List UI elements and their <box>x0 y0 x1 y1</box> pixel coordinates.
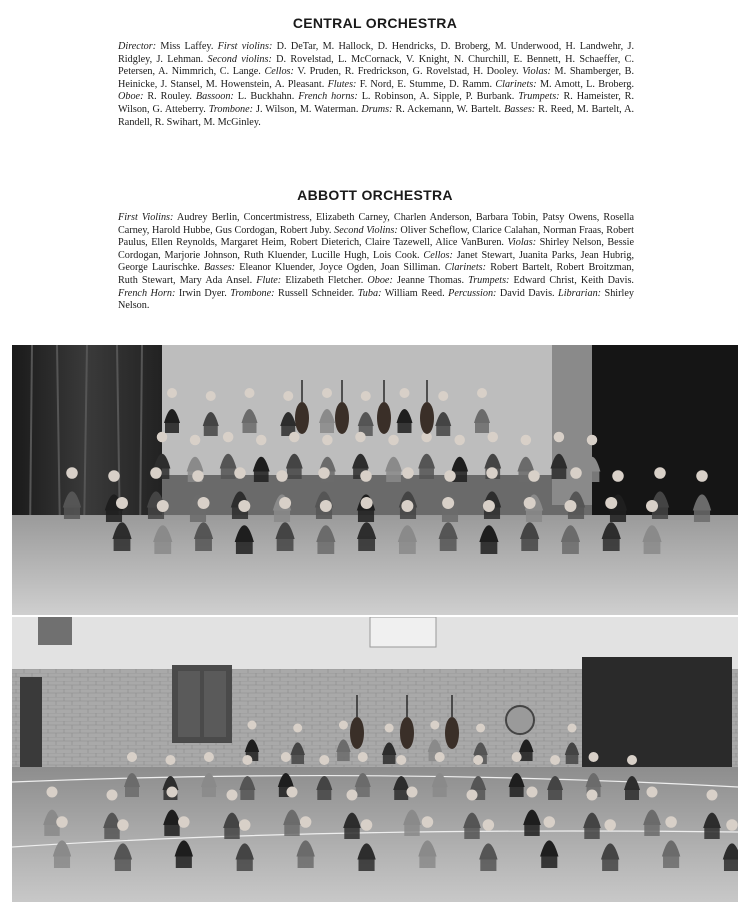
member-names: L. Buckhahn. <box>233 91 299 103</box>
instrument-label: Clarinets: <box>495 78 537 90</box>
member-names: Oliver Scheflow, Clarice Calahan, Norman Fraas, Robert Paulus, Ellen Reynolds, Margaret Heim, Robert Dieterich, Claire Tazewell, Alice VanBuren. <box>118 224 635 249</box>
instrument-label: Trumpets: <box>468 274 510 286</box>
instrument-label: Bassoon: <box>195 91 234 103</box>
member-names: David Davis. <box>496 287 559 299</box>
abbott-orchestra-roster <box>118 212 634 313</box>
central-orchestra-photo <box>12 345 738 615</box>
member-names: William Reed. <box>381 287 449 299</box>
instrument-label: Trumpets: <box>518 91 560 103</box>
instrument-label: Oboe: <box>118 91 144 103</box>
instrument-label: First Violins: <box>118 212 174 223</box>
member-names: Robert Bartelt, Robert Broitzman, Ruth Stewart, Mary Ada Ansel. <box>118 262 634 286</box>
instrument-label: First violins: <box>217 41 273 52</box>
member-names: D. DeTar, M. Hallock, D. Hendricks, D. Broberg, M. Underwood, H. Landwehr, J. Ridgley, J. Lehman. <box>118 41 634 65</box>
member-names: F. Nord, E. Stumme, D. Ramm. <box>356 78 496 90</box>
instrument-label: Trombone: <box>230 287 275 299</box>
member-names: R. Ackemann, W. Bartelt. <box>392 103 505 115</box>
member-names: J. Wilson, M. Waterman. <box>253 103 362 115</box>
member-names: R. Rouley. <box>143 91 196 103</box>
member-names: M. Amott, L. Broberg. <box>536 78 635 90</box>
member-names: R. Reed, M. Bartelt, A. Randell, R. Swihart, M. McGinley. <box>118 103 635 128</box>
central-orchestra-roster <box>118 41 634 129</box>
instrument-label: Director: <box>118 41 157 52</box>
instrument-label: Drums: <box>361 103 393 115</box>
tuba-bell <box>506 706 534 734</box>
instrument-label: Clarinets: <box>444 262 487 274</box>
member-names: Irwin Dyer. <box>175 287 231 299</box>
member-names: R. Hameister, R. Wilson, G. Atteberry. <box>118 91 635 115</box>
abbott-orchestra-photo <box>12 617 738 902</box>
instrument-label: Violas: <box>522 66 551 78</box>
instrument-label: Librarian: <box>558 287 602 299</box>
instrument-label: Basses: <box>203 262 236 274</box>
instrument-label: French horns: <box>298 91 358 103</box>
instrument-label: Tuba: <box>357 287 382 299</box>
instrument-label: Percussion: <box>448 287 497 299</box>
abbott-orchestra-heading: ABBOTT ORCHESTRA <box>297 187 453 203</box>
central-orchestra-heading: CENTRAL ORCHESTRA <box>292 15 458 31</box>
instrument-label: Second Violins: <box>334 224 398 236</box>
instrument-label: Cellos: <box>264 66 294 78</box>
member-names: Miss Laffey. <box>156 41 218 52</box>
member-names: Audrey Berlin, Concertmistress, Elizabeth Carney, Charlen Anderson, Barbara Tobin, Patsy Owens, Rosella Carney, Harold Hubbe, Gus Cordogan, Robert Juby. <box>118 212 634 236</box>
instrument-label: Oboe: <box>367 274 393 286</box>
member-names: D. Rovelstad, L. McCornack, V. Knight, N. Churchill, E. Bennett, H. Schaeffer, C. Petersen, A. Nimmrich, C. Lange. <box>118 53 634 78</box>
instrument-label: Second violins: <box>207 53 272 65</box>
instrument-label: Flutes: <box>327 78 357 90</box>
member-names: Shirley Nelson, Bessie Cordogan, Marjorie Johnson, Ruth Kluender, Lucille Hugh, Lois Cook. <box>118 237 634 261</box>
instrument-label: Basses: <box>504 103 536 115</box>
member-names: Russell Schneider. <box>274 287 358 299</box>
instrument-label: Trombone: <box>208 103 254 115</box>
member-names: M. Shamberger, B. Heinicke, J. Stansel, M. Howenstein, A. Pleasant. <box>118 66 634 90</box>
instrument-label: Violas: <box>507 237 537 249</box>
member-names: Shirley Nelson. <box>118 287 634 312</box>
member-names: V. Pruden, R. Fredrickson, G. Rovelstad, H. Dooley. <box>293 66 523 78</box>
instrument-label: French Horn: <box>118 287 176 299</box>
member-names: Jeanne Thomas. <box>392 274 469 286</box>
member-names: Edward Christ, Keith Davis. <box>509 274 634 286</box>
member-names: L. Robinson, A. Sipple, P. Burbank. <box>357 91 519 103</box>
member-names: Eleanor Kluender, Joyce Ogden, Joan Silliman. <box>235 262 445 274</box>
member-names: Janet Stewart, Juanita Parks, Jean Hubrig, George Laurischke. <box>118 249 634 274</box>
instrument-label: Flute: <box>256 274 282 286</box>
member-names: Elizabeth Fletcher. <box>281 274 368 286</box>
instrument-label: Cellos: <box>423 249 453 261</box>
